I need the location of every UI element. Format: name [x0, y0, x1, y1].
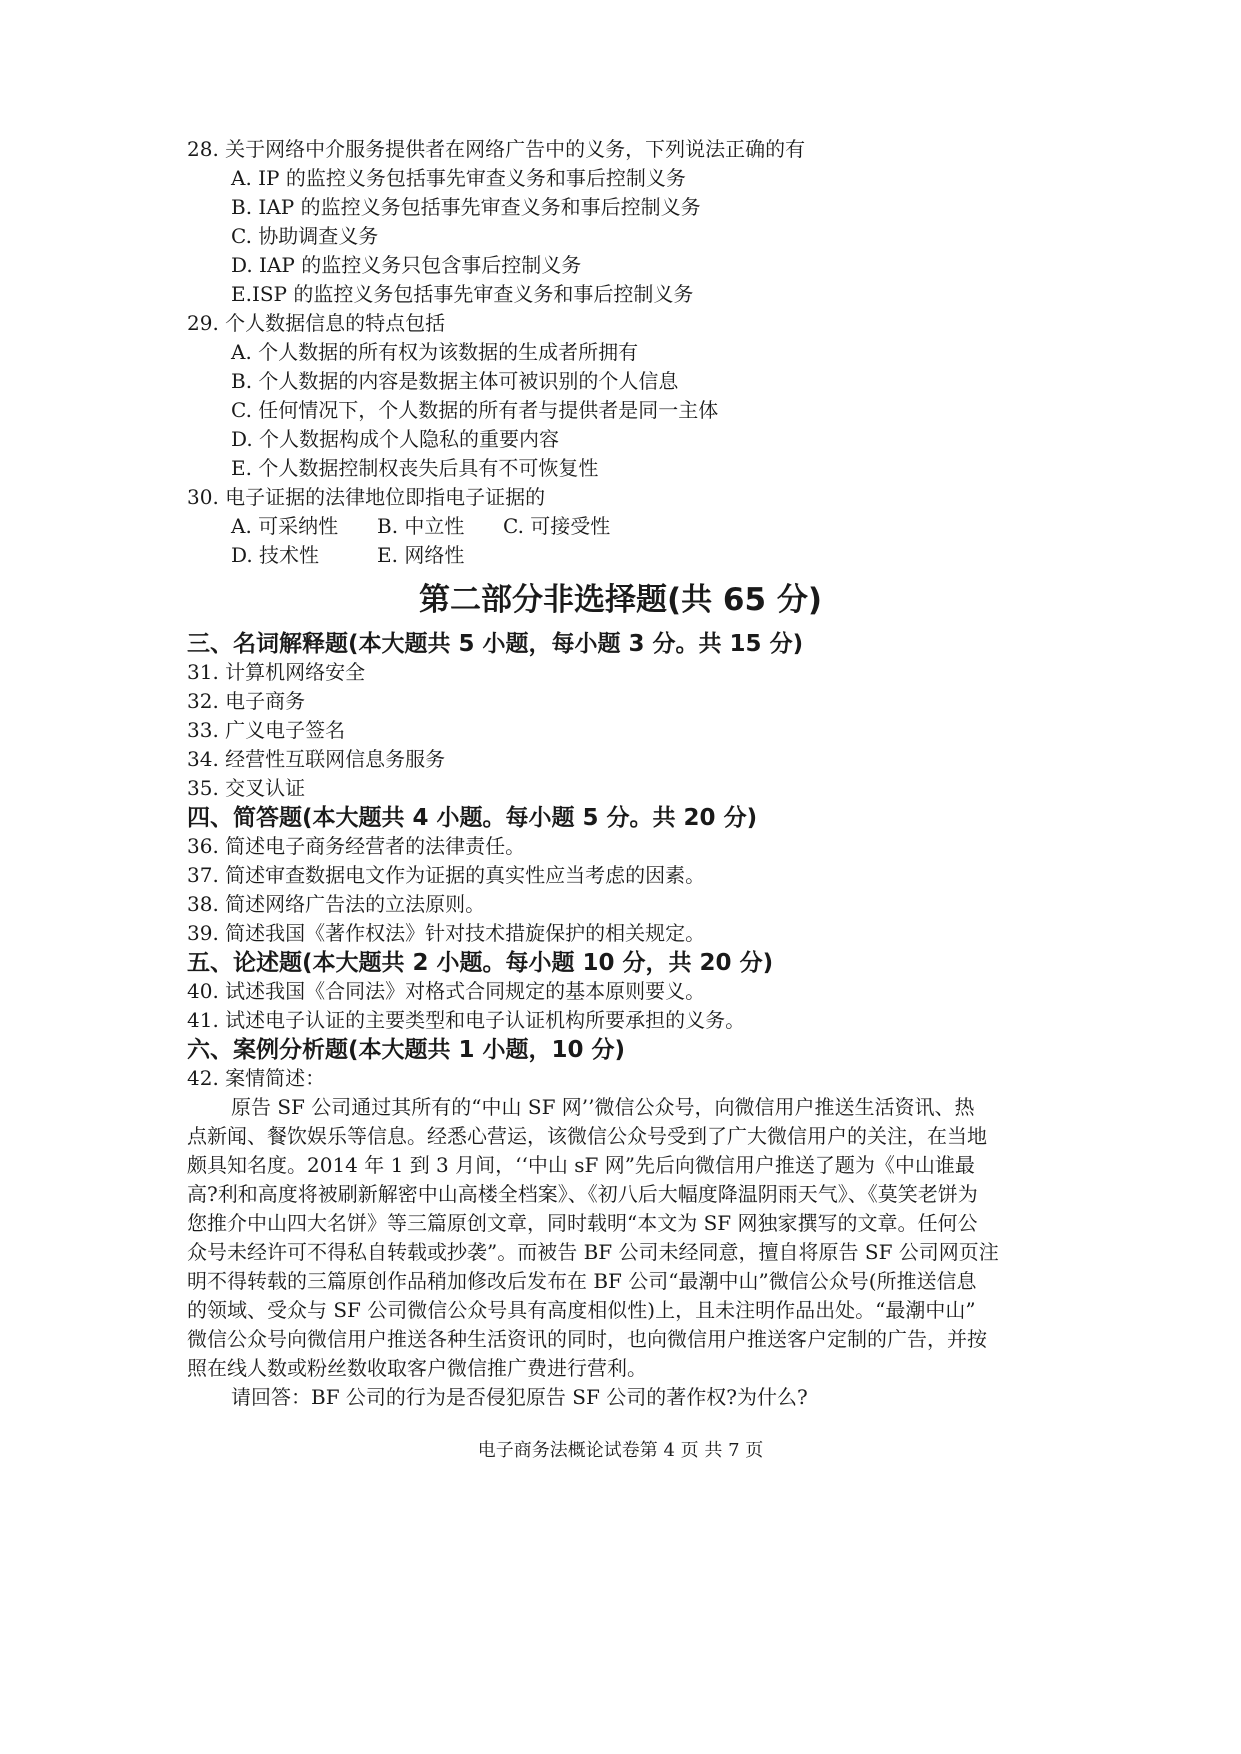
q30-option-d: D. 技术性 — [231, 543, 320, 567]
case-line: 众号未经许可不得私自转载或抄袭”。而被告 BF 公司未经同意，擅自将原告 SF 公司网页注 — [187, 1240, 999, 1264]
case-line: 颇具知名度。2014 年 1 到 3 月间，‘‘中山 sF 网”先后向微信用户推送了题为《中山谁最 — [187, 1153, 975, 1177]
q40: 40. 试述我国《合同法》对格式合同规定的基本原则要义。 — [187, 979, 706, 1003]
q34: 34. 经营性互联网信息务服务 — [187, 747, 446, 771]
q30-options-row-1 — [231, 513, 610, 539]
q31: 31. 计算机网络安全 — [187, 660, 366, 684]
q32: 32. 电子商务 — [187, 689, 306, 713]
case-line: 照在线人数或粉丝数收取客户微信推广费进行营利。 — [187, 1356, 647, 1380]
q36: 36. 简述电子商务经营者的法律责任。 — [187, 834, 526, 858]
q30-option-a: A. 可采纳性 — [231, 514, 339, 538]
page-footer: 电子商务法概论试卷第 4 页 共 7 页 — [477, 1440, 764, 1461]
q33: 33. 广义电子签名 — [187, 718, 346, 742]
q35: 35. 交叉认证 — [187, 776, 306, 800]
section-3-title: 三、名词解释题(本大题共 5 小题，每小题 3 分。共 15 分) — [187, 631, 804, 657]
q30-stem: 30. 电子证据的法律地位即指电子证据的 — [187, 485, 546, 509]
q42-label: 42. 案情简述： — [187, 1066, 326, 1090]
q29-option-e: E. 个人数据控制权丧失后具有不可恢复性 — [231, 456, 599, 480]
q29-option-c: C. 任何情况下，个人数据的所有者与提供者是同一主体 — [231, 398, 719, 422]
case-line: 原告 SF 公司通过其所有的“中山 SF 网’’微信公众号，向微信用户推送生活资讯、热 — [231, 1095, 975, 1119]
q37: 37. 简述审查数据电文作为证据的真实性应当考虑的因素。 — [187, 863, 706, 887]
section-4-title: 四、简答题(本大题共 4 小题。每小题 5 分。共 20 分) — [187, 805, 758, 831]
section-6-title: 六、案例分析题(本大题共 1 小题，10 分) — [187, 1037, 626, 1063]
case-line: 点新闻、餐饮娱乐等信息。经悉心营运，该微信公众号受到了广大微信用户的关注，在当地 — [187, 1124, 987, 1148]
part2-title: 第二部分非选择题(共 65 分) — [418, 582, 823, 618]
q28-option-c: C. 协助调查义务 — [231, 224, 379, 248]
q30-option-e: E. 网络性 — [377, 543, 465, 567]
case-line: 明不得转载的三篇原创作品稍加修改后发布在 BF 公司“最潮中山”微信公众号(所推送信息 — [187, 1269, 977, 1293]
q28-option-e: E.ISP 的监控义务包括事先审查义务和事后控制义务 — [231, 282, 694, 306]
q28-option-b: B. IAP 的监控义务包括事先审查义务和事后控制义务 — [231, 195, 701, 219]
q28-option-d: D. IAP 的监控义务只包含事后控制义务 — [231, 253, 582, 277]
case-line: 高?利和高度将被刷新解密中山高楼全档案》、《初八后大幅度降温阴雨天气》、《莫笑老饼为 — [187, 1182, 978, 1206]
q30-option-b: B. 中立性 — [377, 514, 465, 538]
section-5-title: 五、论述题(本大题共 2 小题。每小题 10 分，共 20 分) — [187, 950, 774, 976]
case-line: 微信公众号向微信用户推送各种生活资讯的同时，也向微信用户推送客户定制的广告，并按 — [187, 1327, 987, 1351]
q39: 39. 简述我国《著作权法》针对技术措旋保护的相关规定。 — [187, 921, 706, 945]
case-line: 您推介中山四大名饼》等三篇原创文章，同时载明“本文为 SF 网独家撰写的文章。任何公 — [187, 1211, 978, 1235]
q38: 38. 简述网络广告法的立法原则。 — [187, 892, 486, 916]
q29-option-a: A. 个人数据的所有权为该数据的生成者所拥有 — [231, 340, 639, 364]
q29-option-d: D. 个人数据构成个人隐私的重要内容 — [231, 427, 560, 451]
q30-option-c: C. 可接受性 — [503, 514, 611, 538]
q28-stem: 28. 关于网络中介服务提供者在网络广告中的义务，下列说法正确的有 — [187, 137, 806, 161]
q41: 41. 试述电子认证的主要类型和电子认证机构所要承担的义务。 — [187, 1008, 746, 1032]
q29-stem: 29. 个人数据信息的特点包括 — [187, 311, 446, 335]
q30-options-row-2 — [231, 542, 464, 568]
case-question: 请回答：BF 公司的行为是否侵犯原告 SF 公司的著作权?为什么? — [231, 1385, 808, 1409]
case-line: 的领域、受众与 SF 公司微信公众号具有高度相似性)上，且未注明作品出处。“最潮中山” — [187, 1298, 976, 1322]
q28-option-a: A. IP 的监控义务包括事先审查义务和事后控制义务 — [231, 166, 686, 190]
q29-option-b: B. 个人数据的内容是数据主体可被识别的个人信息 — [231, 369, 679, 393]
